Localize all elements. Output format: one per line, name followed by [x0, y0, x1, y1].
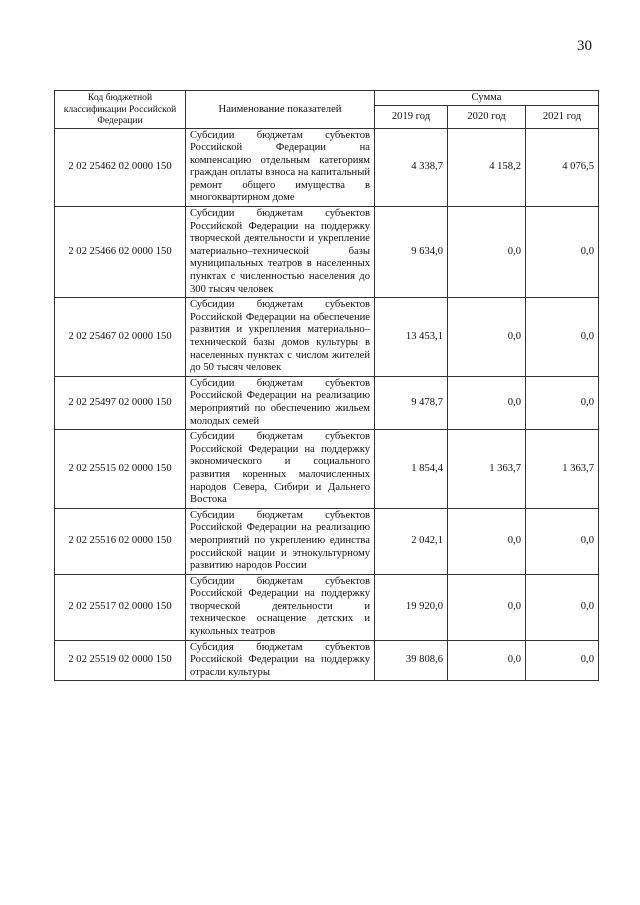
row-value-2021: 0,0: [526, 376, 599, 429]
row-code: 2 02 25517 02 0000 150: [55, 574, 186, 640]
table-header: [55, 91, 599, 129]
row-name: Субсидии бюджетам субъектов Российской Федерации на поддержку экономического и социального развития коренных малочисленных народов Севера, Сибири и Дальнего Востока: [186, 430, 375, 509]
header-year-2021: 2021 год: [526, 105, 599, 128]
row-value-2019: 39 808,6: [375, 640, 448, 681]
table-row: [55, 430, 599, 509]
row-value-2020: 4 158,2: [448, 128, 526, 207]
row-code: 2 02 25462 02 0000 150: [55, 128, 186, 207]
row-value-2020: 0,0: [448, 574, 526, 640]
row-value-2019: 4 338,7: [375, 128, 448, 207]
row-name: Субсидии бюджетам субъектов Российской Федерации на поддержку творческой деятельности и укрепление материально–технической базы муниципальных театров в населенных пунктах с численностью населения до 300 тысяч человек: [186, 207, 375, 298]
row-name: Субсидии бюджетам субъектов Российской Федерации на компенсацию отдельным категориям граждан оплаты взноса на капитальный ремонт общего имущества в многоквартирном доме: [186, 128, 375, 207]
header-name: Наименование показателей: [186, 91, 375, 129]
row-value-2021: 0,0: [526, 207, 599, 298]
row-value-2021: 0,0: [526, 640, 599, 681]
row-value-2020: 0,0: [448, 508, 526, 574]
row-code: 2 02 25466 02 0000 150: [55, 207, 186, 298]
row-name: Субсидии бюджетам субъектов Российской Федерации на поддержку творческой деятельности и техническое оснащение детских и кукольных театров: [186, 574, 375, 640]
row-value-2020: 0,0: [448, 298, 526, 377]
header-year-2019: 2019 год: [375, 105, 448, 128]
row-value-2019: 2 042,1: [375, 508, 448, 574]
row-value-2019: 1 854,4: [375, 430, 448, 509]
header-sum: Сумма: [375, 91, 599, 106]
row-code: 2 02 25516 02 0000 150: [55, 508, 186, 574]
row-code: 2 02 25497 02 0000 150: [55, 376, 186, 429]
row-value-2021: 0,0: [526, 298, 599, 377]
page-number: 30: [577, 38, 592, 54]
row-name: Субсидия бюджетам субъектов Российской Федерации на поддержку отрасли культуры: [186, 640, 375, 681]
row-value-2020: 1 363,7: [448, 430, 526, 509]
row-value-2019: 9 634,0: [375, 207, 448, 298]
row-name: Субсидии бюджетам субъектов Российской Федерации на обеспечение развития и укрепления материально–технической базы домов культуры в населенных пунктах с числом жителей до 50 тысяч человек: [186, 298, 375, 377]
row-code: 2 02 25519 02 0000 150: [55, 640, 186, 681]
row-value-2020: 0,0: [448, 640, 526, 681]
row-value-2020: 0,0: [448, 207, 526, 298]
row-value-2019: 13 453,1: [375, 298, 448, 377]
row-value-2021: 0,0: [526, 508, 599, 574]
row-name: Субсидии бюджетам субъектов Российской Федерации на реализацию мероприятий по укреплению единства российской нации и этнокультурному развитию народов России: [186, 508, 375, 574]
row-value-2020: 0,0: [448, 376, 526, 429]
table-row: [55, 298, 599, 377]
table-row: [55, 508, 599, 574]
table-body: [55, 128, 599, 681]
table-row: [55, 376, 599, 429]
table-row: [55, 574, 599, 640]
row-code: 2 02 25467 02 0000 150: [55, 298, 186, 377]
row-value-2021: 0,0: [526, 574, 599, 640]
row-name: Субсидии бюджетам субъектов Российской Федерации на реализацию мероприятий по обеспечению жильем молодых семей: [186, 376, 375, 429]
row-value-2021: 4 076,5: [526, 128, 599, 207]
row-code: 2 02 25515 02 0000 150: [55, 430, 186, 509]
table-row: [55, 128, 599, 207]
budget-table: [54, 90, 599, 681]
row-value-2019: 19 920,0: [375, 574, 448, 640]
header-year-2020: 2020 год: [448, 105, 526, 128]
table-row: [55, 640, 599, 681]
table-row: [55, 207, 599, 298]
row-value-2021: 1 363,7: [526, 430, 599, 509]
row-value-2019: 9 478,7: [375, 376, 448, 429]
header-code: Код бюджетной классификации Российской Федерации: [55, 91, 186, 129]
